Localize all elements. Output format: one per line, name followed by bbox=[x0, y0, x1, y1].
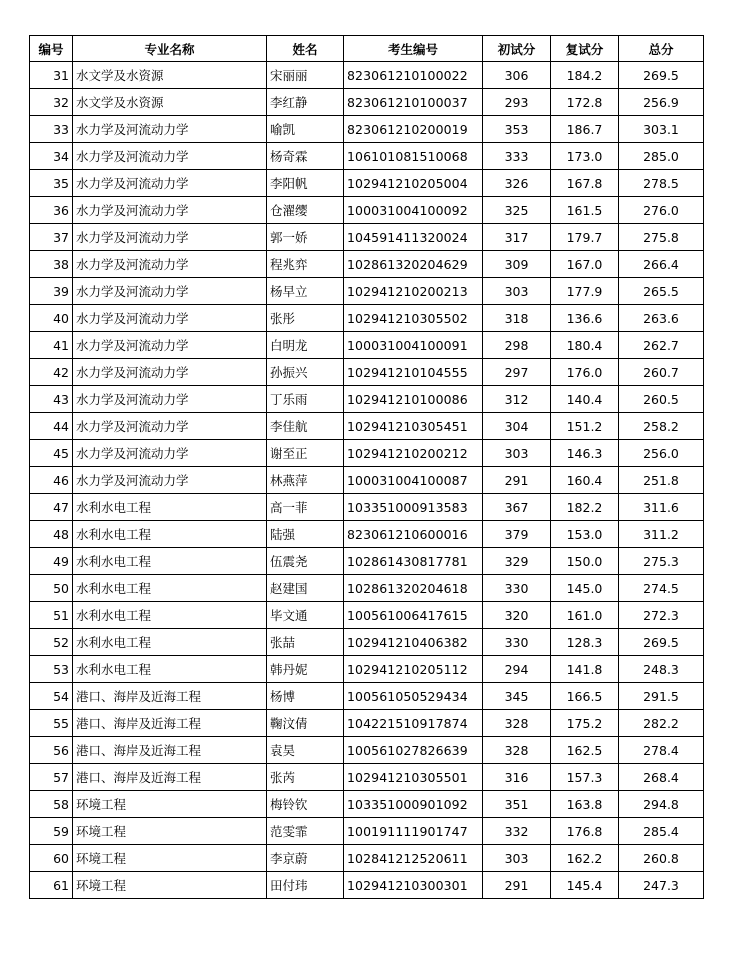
cell-retest-score: 166.5 bbox=[551, 683, 619, 710]
cell-exam-id: 102941210300301 bbox=[344, 872, 483, 899]
table-row bbox=[30, 575, 704, 602]
cell-name: 杨奇霖 bbox=[267, 143, 344, 170]
cell-total-score: 263.6 bbox=[619, 305, 704, 332]
table-row bbox=[30, 494, 704, 521]
cell-retest-score: 153.0 bbox=[551, 521, 619, 548]
table-row bbox=[30, 710, 704, 737]
cell-exam-id: 102941210200212 bbox=[344, 440, 483, 467]
cell-total-score: 256.0 bbox=[619, 440, 704, 467]
cell-exam-id: 102941210205004 bbox=[344, 170, 483, 197]
cell-name: 张彤 bbox=[267, 305, 344, 332]
cell-retest-score: 157.3 bbox=[551, 764, 619, 791]
cell-total-score: 251.8 bbox=[619, 467, 704, 494]
table-row bbox=[30, 89, 704, 116]
cell-name: 仓濯缨 bbox=[267, 197, 344, 224]
cell-retest-score: 176.8 bbox=[551, 818, 619, 845]
cell-name: 孙振兴 bbox=[267, 359, 344, 386]
cell-index: 54 bbox=[30, 683, 73, 710]
cell-total-score: 285.0 bbox=[619, 143, 704, 170]
cell-initial-score: 379 bbox=[483, 521, 551, 548]
cell-initial-score: 309 bbox=[483, 251, 551, 278]
cell-major: 水力学及河流动力学 bbox=[73, 305, 267, 332]
cell-retest-score: 179.7 bbox=[551, 224, 619, 251]
cell-retest-score: 167.8 bbox=[551, 170, 619, 197]
cell-exam-id: 102861320204618 bbox=[344, 575, 483, 602]
cell-name: 毕文通 bbox=[267, 602, 344, 629]
cell-retest-score: 162.2 bbox=[551, 845, 619, 872]
cell-total-score: 294.8 bbox=[619, 791, 704, 818]
cell-index: 44 bbox=[30, 413, 73, 440]
cell-name: 赵建国 bbox=[267, 575, 344, 602]
cell-initial-score: 318 bbox=[483, 305, 551, 332]
cell-major: 环境工程 bbox=[73, 845, 267, 872]
cell-exam-id: 102941210104555 bbox=[344, 359, 483, 386]
table-row bbox=[30, 845, 704, 872]
cell-total-score: 278.4 bbox=[619, 737, 704, 764]
cell-initial-score: 303 bbox=[483, 278, 551, 305]
cell-major: 水力学及河流动力学 bbox=[73, 116, 267, 143]
cell-name: 陆强 bbox=[267, 521, 344, 548]
cell-index: 37 bbox=[30, 224, 73, 251]
cell-name: 高一菲 bbox=[267, 494, 344, 521]
cell-exam-id: 100561006417615 bbox=[344, 602, 483, 629]
cell-exam-id: 104221510917874 bbox=[344, 710, 483, 737]
cell-initial-score: 298 bbox=[483, 332, 551, 359]
cell-initial-score: 303 bbox=[483, 845, 551, 872]
cell-retest-score: 180.4 bbox=[551, 332, 619, 359]
cell-exam-id: 823061210600016 bbox=[344, 521, 483, 548]
cell-retest-score: 150.0 bbox=[551, 548, 619, 575]
cell-initial-score: 325 bbox=[483, 197, 551, 224]
cell-index: 34 bbox=[30, 143, 73, 170]
score-table bbox=[29, 35, 704, 899]
cell-retest-score: 128.3 bbox=[551, 629, 619, 656]
cell-index: 60 bbox=[30, 845, 73, 872]
table-row bbox=[30, 170, 704, 197]
cell-name: 李京蔚 bbox=[267, 845, 344, 872]
cell-name: 张喆 bbox=[267, 629, 344, 656]
cell-index: 41 bbox=[30, 332, 73, 359]
cell-major: 水力学及河流动力学 bbox=[73, 143, 267, 170]
cell-exam-id: 102841212520611 bbox=[344, 845, 483, 872]
cell-total-score: 282.2 bbox=[619, 710, 704, 737]
cell-retest-score: 136.6 bbox=[551, 305, 619, 332]
cell-total-score: 262.7 bbox=[619, 332, 704, 359]
cell-total-score: 291.5 bbox=[619, 683, 704, 710]
cell-major: 水力学及河流动力学 bbox=[73, 251, 267, 278]
cell-index: 56 bbox=[30, 737, 73, 764]
cell-index: 57 bbox=[30, 764, 73, 791]
table-row bbox=[30, 602, 704, 629]
cell-index: 33 bbox=[30, 116, 73, 143]
cell-index: 49 bbox=[30, 548, 73, 575]
cell-name: 林燕萍 bbox=[267, 467, 344, 494]
cell-exam-id: 102941210200213 bbox=[344, 278, 483, 305]
cell-retest-score: 167.0 bbox=[551, 251, 619, 278]
cell-major: 水利水电工程 bbox=[73, 521, 267, 548]
cell-initial-score: 353 bbox=[483, 116, 551, 143]
table-row bbox=[30, 872, 704, 899]
cell-initial-score: 306 bbox=[483, 62, 551, 89]
cell-initial-score: 297 bbox=[483, 359, 551, 386]
cell-total-score: 278.5 bbox=[619, 170, 704, 197]
cell-major: 水利水电工程 bbox=[73, 575, 267, 602]
cell-retest-score: 145.4 bbox=[551, 872, 619, 899]
cell-name: 李阳帆 bbox=[267, 170, 344, 197]
cell-initial-score: 317 bbox=[483, 224, 551, 251]
cell-index: 46 bbox=[30, 467, 73, 494]
cell-name: 郭一娇 bbox=[267, 224, 344, 251]
header-index: 编号 bbox=[30, 36, 73, 62]
cell-name: 鞠汶倩 bbox=[267, 710, 344, 737]
cell-total-score: 268.4 bbox=[619, 764, 704, 791]
cell-index: 52 bbox=[30, 629, 73, 656]
header-major: 专业名称 bbox=[73, 36, 267, 62]
cell-total-score: 266.4 bbox=[619, 251, 704, 278]
cell-initial-score: 328 bbox=[483, 710, 551, 737]
cell-major: 水利水电工程 bbox=[73, 629, 267, 656]
cell-initial-score: 320 bbox=[483, 602, 551, 629]
cell-name: 梅铃钦 bbox=[267, 791, 344, 818]
cell-index: 58 bbox=[30, 791, 73, 818]
table-row bbox=[30, 467, 704, 494]
table-row bbox=[30, 440, 704, 467]
cell-initial-score: 367 bbox=[483, 494, 551, 521]
cell-major: 水利水电工程 bbox=[73, 548, 267, 575]
cell-major: 环境工程 bbox=[73, 872, 267, 899]
cell-total-score: 311.6 bbox=[619, 494, 704, 521]
cell-retest-score: 140.4 bbox=[551, 386, 619, 413]
cell-total-score: 269.5 bbox=[619, 62, 704, 89]
cell-index: 59 bbox=[30, 818, 73, 845]
cell-exam-id: 103351000913583 bbox=[344, 494, 483, 521]
cell-exam-id: 100031004100091 bbox=[344, 332, 483, 359]
cell-initial-score: 294 bbox=[483, 656, 551, 683]
cell-retest-score: 175.2 bbox=[551, 710, 619, 737]
cell-major: 水力学及河流动力学 bbox=[73, 359, 267, 386]
cell-name: 白明龙 bbox=[267, 332, 344, 359]
cell-index: 45 bbox=[30, 440, 73, 467]
cell-initial-score: 312 bbox=[483, 386, 551, 413]
cell-index: 38 bbox=[30, 251, 73, 278]
cell-exam-id: 102941210305502 bbox=[344, 305, 483, 332]
table-row bbox=[30, 764, 704, 791]
cell-major: 水利水电工程 bbox=[73, 494, 267, 521]
cell-retest-score: 163.8 bbox=[551, 791, 619, 818]
cell-index: 50 bbox=[30, 575, 73, 602]
cell-total-score: 260.8 bbox=[619, 845, 704, 872]
cell-index: 42 bbox=[30, 359, 73, 386]
cell-major: 水利水电工程 bbox=[73, 602, 267, 629]
cell-name: 李红静 bbox=[267, 89, 344, 116]
cell-name: 李佳航 bbox=[267, 413, 344, 440]
table-row bbox=[30, 818, 704, 845]
cell-name: 谢至正 bbox=[267, 440, 344, 467]
table-row bbox=[30, 413, 704, 440]
cell-major: 水力学及河流动力学 bbox=[73, 224, 267, 251]
cell-major: 水文学及水资源 bbox=[73, 62, 267, 89]
cell-exam-id: 100031004100087 bbox=[344, 467, 483, 494]
cell-exam-id: 823061210100022 bbox=[344, 62, 483, 89]
table-row bbox=[30, 629, 704, 656]
cell-total-score: 303.1 bbox=[619, 116, 704, 143]
table-row bbox=[30, 305, 704, 332]
cell-total-score: 256.9 bbox=[619, 89, 704, 116]
cell-index: 43 bbox=[30, 386, 73, 413]
header-retest-score: 复试分 bbox=[551, 36, 619, 62]
cell-retest-score: 182.2 bbox=[551, 494, 619, 521]
cell-name: 韩丹妮 bbox=[267, 656, 344, 683]
cell-initial-score: 291 bbox=[483, 872, 551, 899]
cell-index: 35 bbox=[30, 170, 73, 197]
header-name: 姓名 bbox=[267, 36, 344, 62]
table-row bbox=[30, 359, 704, 386]
header-row bbox=[30, 36, 704, 62]
cell-major: 港口、海岸及近海工程 bbox=[73, 683, 267, 710]
cell-initial-score: 293 bbox=[483, 89, 551, 116]
table-row bbox=[30, 62, 704, 89]
cell-major: 水文学及水资源 bbox=[73, 89, 267, 116]
cell-total-score: 311.2 bbox=[619, 521, 704, 548]
table-row bbox=[30, 548, 704, 575]
table-row bbox=[30, 197, 704, 224]
cell-major: 港口、海岸及近海工程 bbox=[73, 764, 267, 791]
cell-exam-id: 102861320204629 bbox=[344, 251, 483, 278]
cell-major: 水利水电工程 bbox=[73, 656, 267, 683]
cell-exam-id: 103351000901092 bbox=[344, 791, 483, 818]
table-row bbox=[30, 683, 704, 710]
cell-total-score: 269.5 bbox=[619, 629, 704, 656]
cell-major: 水力学及河流动力学 bbox=[73, 278, 267, 305]
cell-index: 51 bbox=[30, 602, 73, 629]
cell-exam-id: 102941210100086 bbox=[344, 386, 483, 413]
table-body bbox=[30, 62, 704, 899]
cell-initial-score: 329 bbox=[483, 548, 551, 575]
cell-name: 杨博 bbox=[267, 683, 344, 710]
cell-name: 范雯霏 bbox=[267, 818, 344, 845]
cell-retest-score: 161.0 bbox=[551, 602, 619, 629]
cell-initial-score: 345 bbox=[483, 683, 551, 710]
cell-initial-score: 333 bbox=[483, 143, 551, 170]
cell-total-score: 247.3 bbox=[619, 872, 704, 899]
cell-exam-id: 100561050529434 bbox=[344, 683, 483, 710]
table-row bbox=[30, 656, 704, 683]
cell-exam-id: 106101081510068 bbox=[344, 143, 483, 170]
cell-major: 水力学及河流动力学 bbox=[73, 386, 267, 413]
cell-total-score: 260.7 bbox=[619, 359, 704, 386]
cell-major: 港口、海岸及近海工程 bbox=[73, 737, 267, 764]
header-exam-id: 考生编号 bbox=[344, 36, 483, 62]
cell-retest-score: 177.9 bbox=[551, 278, 619, 305]
cell-initial-score: 351 bbox=[483, 791, 551, 818]
cell-retest-score: 173.0 bbox=[551, 143, 619, 170]
table-row bbox=[30, 116, 704, 143]
table-row bbox=[30, 143, 704, 170]
cell-total-score: 272.3 bbox=[619, 602, 704, 629]
cell-index: 61 bbox=[30, 872, 73, 899]
cell-name: 宋丽丽 bbox=[267, 62, 344, 89]
table-row bbox=[30, 386, 704, 413]
cell-total-score: 274.5 bbox=[619, 575, 704, 602]
cell-total-score: 276.0 bbox=[619, 197, 704, 224]
cell-retest-score: 184.2 bbox=[551, 62, 619, 89]
cell-total-score: 248.3 bbox=[619, 656, 704, 683]
cell-total-score: 265.5 bbox=[619, 278, 704, 305]
cell-exam-id: 823061210200019 bbox=[344, 116, 483, 143]
cell-retest-score: 161.5 bbox=[551, 197, 619, 224]
cell-exam-id: 104591411320024 bbox=[344, 224, 483, 251]
cell-retest-score: 160.4 bbox=[551, 467, 619, 494]
cell-exam-id: 100031004100092 bbox=[344, 197, 483, 224]
cell-retest-score: 176.0 bbox=[551, 359, 619, 386]
cell-name: 程兆弈 bbox=[267, 251, 344, 278]
cell-major: 水力学及河流动力学 bbox=[73, 197, 267, 224]
cell-index: 36 bbox=[30, 197, 73, 224]
cell-retest-score: 172.8 bbox=[551, 89, 619, 116]
table-row bbox=[30, 521, 704, 548]
cell-major: 水力学及河流动力学 bbox=[73, 440, 267, 467]
cell-index: 39 bbox=[30, 278, 73, 305]
cell-exam-id: 100561027826639 bbox=[344, 737, 483, 764]
cell-total-score: 275.3 bbox=[619, 548, 704, 575]
cell-major: 水力学及河流动力学 bbox=[73, 467, 267, 494]
cell-name: 伍震尧 bbox=[267, 548, 344, 575]
cell-retest-score: 162.5 bbox=[551, 737, 619, 764]
header-total-score: 总分 bbox=[619, 36, 704, 62]
cell-retest-score: 146.3 bbox=[551, 440, 619, 467]
cell-name: 张芮 bbox=[267, 764, 344, 791]
cell-retest-score: 151.2 bbox=[551, 413, 619, 440]
cell-exam-id: 102941210305451 bbox=[344, 413, 483, 440]
cell-major: 水力学及河流动力学 bbox=[73, 170, 267, 197]
cell-exam-id: 100191111901747 bbox=[344, 818, 483, 845]
table-row bbox=[30, 251, 704, 278]
cell-initial-score: 328 bbox=[483, 737, 551, 764]
cell-index: 40 bbox=[30, 305, 73, 332]
header-initial-score: 初试分 bbox=[483, 36, 551, 62]
cell-initial-score: 330 bbox=[483, 629, 551, 656]
cell-exam-id: 102941210406382 bbox=[344, 629, 483, 656]
cell-name: 喻凯 bbox=[267, 116, 344, 143]
cell-major: 水力学及河流动力学 bbox=[73, 332, 267, 359]
cell-retest-score: 186.7 bbox=[551, 116, 619, 143]
table-row bbox=[30, 278, 704, 305]
cell-initial-score: 330 bbox=[483, 575, 551, 602]
cell-exam-id: 102861430817781 bbox=[344, 548, 483, 575]
cell-initial-score: 332 bbox=[483, 818, 551, 845]
cell-total-score: 285.4 bbox=[619, 818, 704, 845]
cell-total-score: 258.2 bbox=[619, 413, 704, 440]
cell-index: 48 bbox=[30, 521, 73, 548]
table-row bbox=[30, 791, 704, 818]
cell-index: 47 bbox=[30, 494, 73, 521]
table-row bbox=[30, 332, 704, 359]
cell-name: 袁昊 bbox=[267, 737, 344, 764]
cell-major: 水力学及河流动力学 bbox=[73, 413, 267, 440]
table-row bbox=[30, 224, 704, 251]
cell-name: 田付玮 bbox=[267, 872, 344, 899]
cell-initial-score: 316 bbox=[483, 764, 551, 791]
cell-exam-id: 823061210100037 bbox=[344, 89, 483, 116]
cell-index: 53 bbox=[30, 656, 73, 683]
cell-major: 环境工程 bbox=[73, 791, 267, 818]
cell-initial-score: 326 bbox=[483, 170, 551, 197]
cell-major: 环境工程 bbox=[73, 818, 267, 845]
cell-name: 杨早立 bbox=[267, 278, 344, 305]
cell-exam-id: 102941210305501 bbox=[344, 764, 483, 791]
cell-initial-score: 291 bbox=[483, 467, 551, 494]
cell-total-score: 260.5 bbox=[619, 386, 704, 413]
cell-initial-score: 304 bbox=[483, 413, 551, 440]
cell-index: 31 bbox=[30, 62, 73, 89]
cell-initial-score: 303 bbox=[483, 440, 551, 467]
cell-name: 丁乐雨 bbox=[267, 386, 344, 413]
cell-exam-id: 102941210205112 bbox=[344, 656, 483, 683]
cell-index: 32 bbox=[30, 89, 73, 116]
table-row bbox=[30, 737, 704, 764]
cell-retest-score: 141.8 bbox=[551, 656, 619, 683]
cell-total-score: 275.8 bbox=[619, 224, 704, 251]
cell-major: 港口、海岸及近海工程 bbox=[73, 710, 267, 737]
cell-index: 55 bbox=[30, 710, 73, 737]
cell-retest-score: 145.0 bbox=[551, 575, 619, 602]
